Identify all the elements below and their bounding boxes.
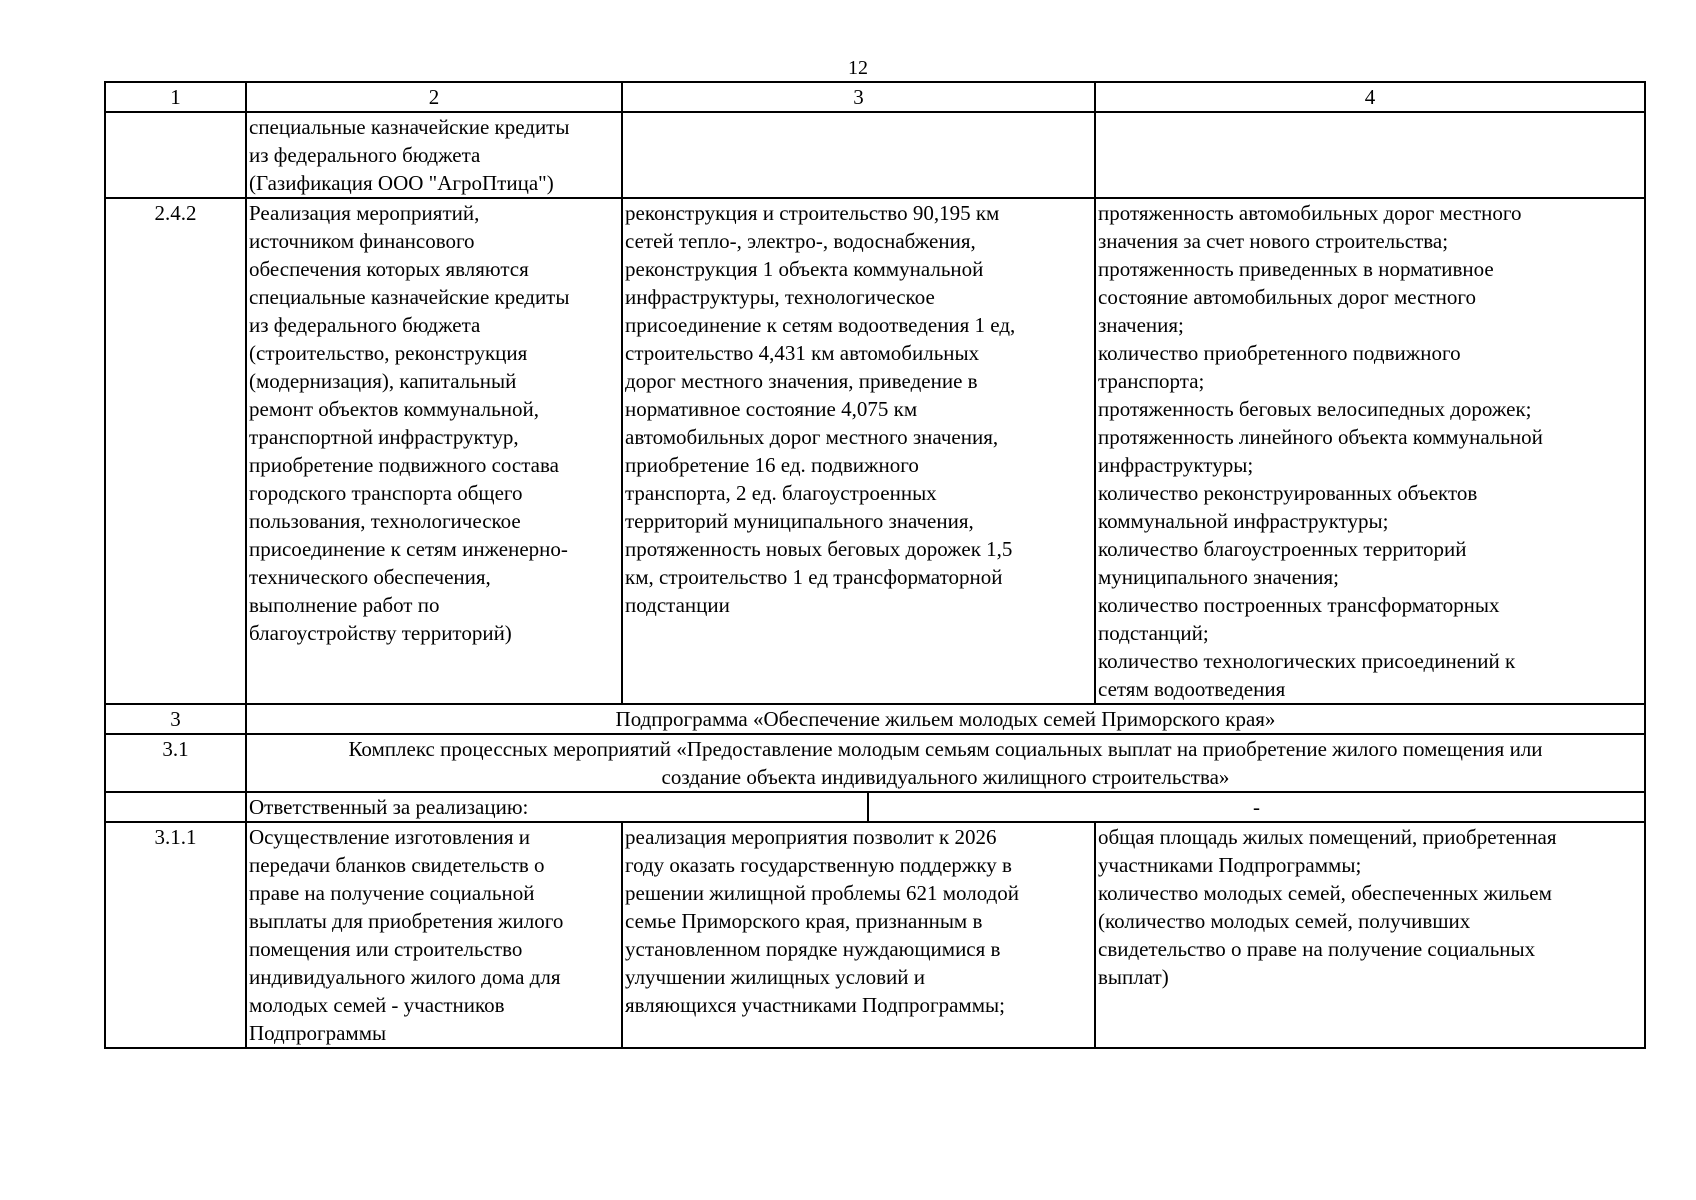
cell-result (622, 112, 1095, 198)
cell-number (105, 112, 246, 198)
header-col-3: 3 (622, 82, 1095, 112)
cell-indicator: протяженность автомобильных дорог местного значения за счет нового строительства; протяженность приведенных в нормативное состояние автомобильных дорог местного значения; количество приобретенного подвижного транспорта; протяженность беговых велосипедных дорожек; протяженность линейного объекта коммунальной инфраструктуры; количество реконструированных объектов коммунальной инфраструктуры; количество благоустроенных территорий муниципального значения; количество построенных трансформаторных подстанций; количество технологических присоединений к сетям водоотведения (1095, 198, 1645, 704)
cell-indicator: общая площадь жилых помещений, приобретенная участниками Подпрограммы; количество молодых семей, обеспеченных жильем (количество молодых семей, получивших свидетельство о праве на получение социальных выплат) (1095, 822, 1645, 1048)
page-number: 12 (848, 57, 868, 79)
program-table (104, 81, 1646, 1049)
cell-number: 3.1.1 (105, 822, 246, 1048)
subprogram-title: Подпрограмма «Обеспечение жильем молодых семей Приморского края» (246, 704, 1645, 734)
cell-indicator (1095, 112, 1645, 198)
cell-number: 3 (105, 704, 246, 734)
cell-number: 3.1 (105, 734, 246, 792)
table-row-responsible (105, 792, 1645, 822)
table-row-3-1 (105, 734, 1645, 792)
header-col-4: 4 (1095, 82, 1645, 112)
responsible-label: Ответственный за реализацию: (246, 792, 868, 822)
cell-number: 2.4.2 (105, 198, 246, 704)
header-col-2: 2 (246, 82, 622, 112)
table-row-3 (105, 704, 1645, 734)
table-row-3-1-1 (105, 822, 1645, 1048)
table-row-2-4-2 (105, 198, 1645, 704)
header-col-1: 1 (105, 82, 246, 112)
table-row-continuation (105, 112, 1645, 198)
cell-activity: Реализация мероприятий, источником финансового обеспечения которых являются специальные казначейские кредиты из федерального бюджета (строительство, реконструкция (модернизация), капитальный ремонт объектов коммунальной, транспортной инфраструктур, приобретение подвижного состава городского транспорта общего пользования, технологическое присоединение к сетям инженерно- технического обеспечения, выполнение работ по благоустройству территорий) (246, 198, 622, 704)
cell-activity: специальные казначейские кредиты из федерального бюджета (Газификация ООО "АгроПтица") (246, 112, 622, 198)
cell-result: реализация мероприятия позволит к 2026 году оказать государственную поддержку в решении жилищной проблемы 621 молодой семье Приморского края, признанным в установленном порядке нуждающимися в улучшении жилищных условий и являющихся участниками Подпрограммы; (622, 822, 1095, 1048)
process-complex-title: Комплекс процессных мероприятий «Предоставление молодым семьям социальных выплат на приобретение жилого помещения или создание объекта индивидуального жилищного строительства» (246, 734, 1645, 792)
cell-number (105, 792, 246, 822)
responsible-value: - (868, 792, 1645, 822)
cell-result: реконструкция и строительство 90,195 км сетей тепло-, электро-, водоснабжения, реконструкция 1 объекта коммунальной инфраструктуры, технологическое присоединение к сетям водоотведения 1 ед, строительство 4,431 км автомобильных дорог местного значения, приведение в нормативное состояние 4,075 км автомобильных дорог местного значения, приобретение 16 ед. подвижного транспорта, 2 ед. благоустроенных территорий муниципального значения, протяженность новых беговых дорожек 1,5 км, строительство 1 ед трансформаторной подстанции (622, 198, 1095, 704)
table-header-row (105, 82, 1645, 112)
cell-activity: Осуществление изготовления и передачи бланков свидетельств о праве на получение социальной выплаты для приобретения жилого помещения или строительство индивидуального жилого дома для молодых семей - участников Подпрограммы (246, 822, 622, 1048)
